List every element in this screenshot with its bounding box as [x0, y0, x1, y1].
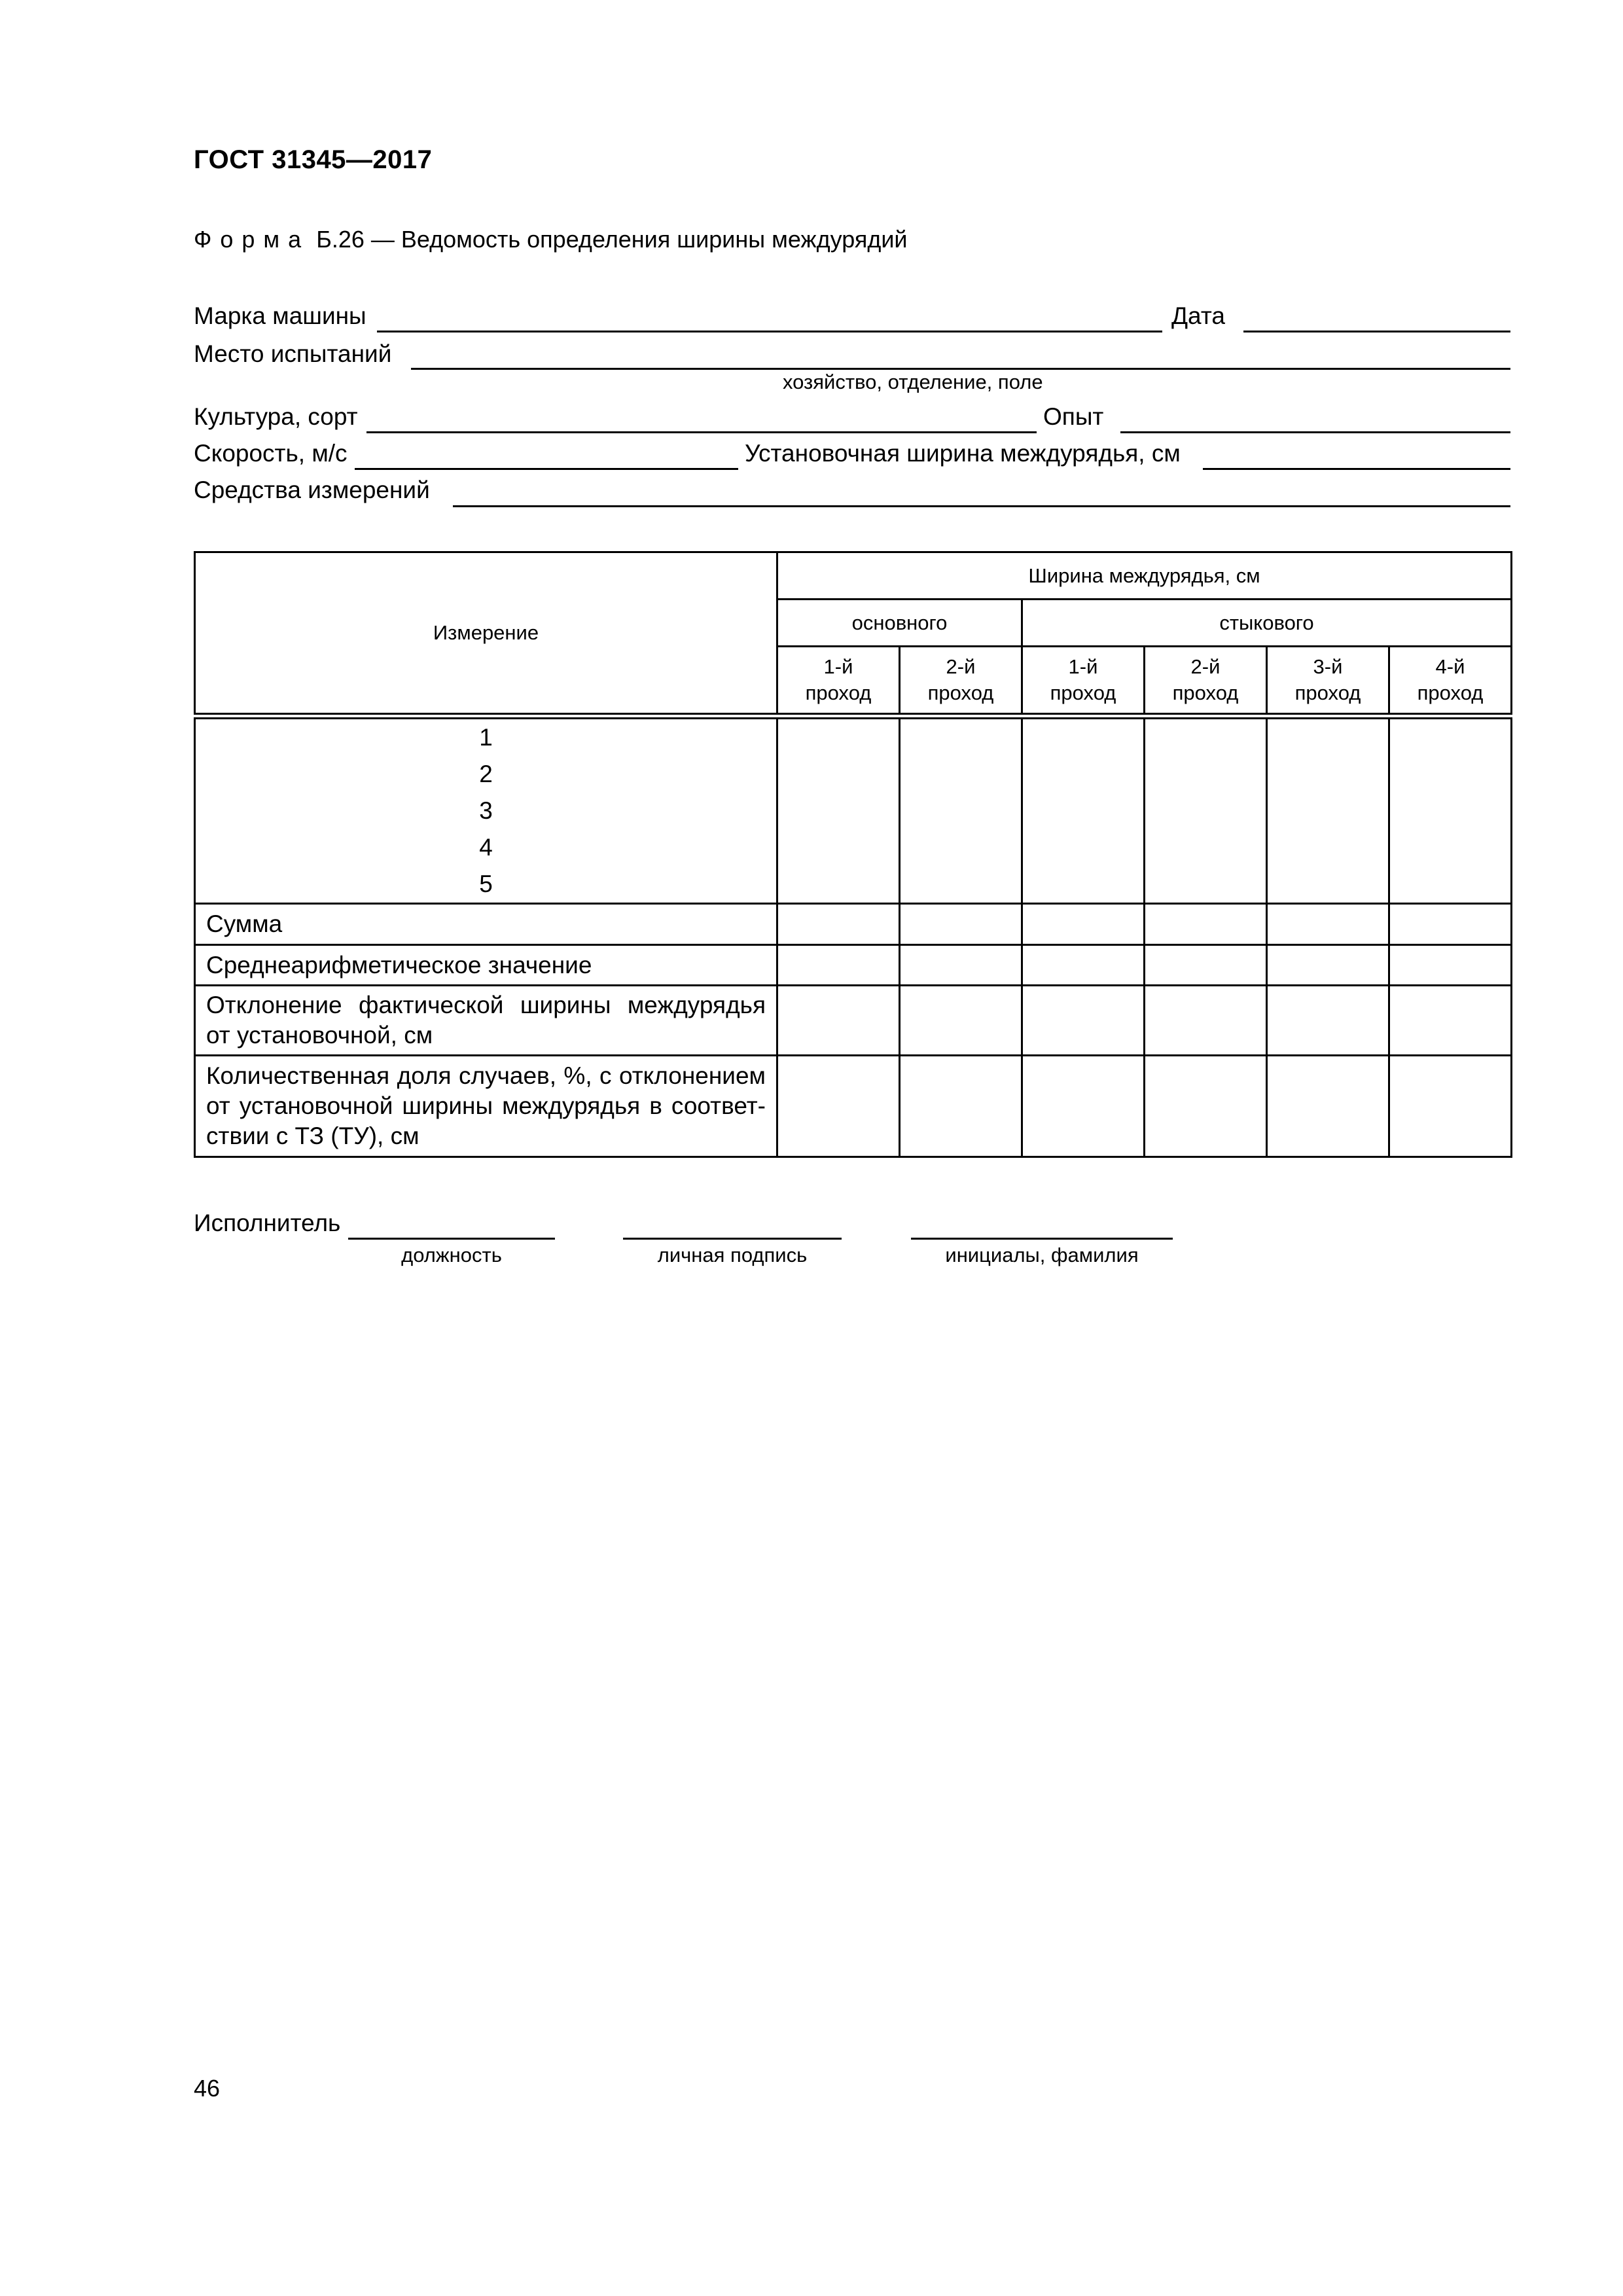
- table-cell[interactable]: [900, 986, 1022, 1056]
- crop-variety-field[interactable]: [366, 431, 1037, 433]
- table-cell[interactable]: [777, 1056, 900, 1157]
- deviation-label: Отклонение фактической ширины междурядья от установочной, см: [195, 986, 777, 1056]
- table-cell[interactable]: [1022, 945, 1145, 986]
- pass-word: проход: [927, 681, 994, 704]
- form-caption-text: Б.26 — Ведомость определения ширины междурядий: [316, 226, 908, 253]
- pass-number: 3-й: [1313, 655, 1343, 678]
- mean-label: Среднеарифметическое значение: [195, 945, 777, 986]
- measurement-number: 4: [479, 833, 493, 861]
- table-cell[interactable]: [1389, 716, 1512, 904]
- share-row: [195, 1056, 1512, 1157]
- test-site-label: Место испытаний: [194, 340, 392, 367]
- test-site-hint: хозяйство, отделение, поле: [783, 370, 1043, 393]
- deviation-row: [195, 986, 1512, 1056]
- form-caption: [194, 226, 908, 253]
- pass-header: [1022, 647, 1145, 716]
- sum-row: [195, 904, 1512, 945]
- experiment-field[interactable]: [1120, 431, 1510, 433]
- pass-number: 1-й: [823, 655, 853, 678]
- table-cell[interactable]: [1389, 986, 1512, 1056]
- pass-header: [1267, 647, 1389, 716]
- pass-word: проход: [1294, 681, 1361, 704]
- table-cell[interactable]: [1389, 904, 1512, 945]
- table-cell[interactable]: [1022, 904, 1145, 945]
- table-cell[interactable]: [1022, 1056, 1145, 1157]
- table-cell[interactable]: [1145, 904, 1267, 945]
- measurement-number: 2: [479, 760, 493, 787]
- sum-label: Сумма: [195, 904, 777, 945]
- table-cell[interactable]: [1267, 904, 1389, 945]
- set-row-width-field[interactable]: [1203, 468, 1510, 470]
- speed-label: Скорость, м/с: [194, 440, 348, 467]
- pass-word: проход: [805, 681, 872, 704]
- initials-surname-field[interactable]: [911, 1238, 1173, 1240]
- table-cell[interactable]: [1145, 986, 1267, 1056]
- experiment-label: Опыт: [1043, 403, 1104, 430]
- table-cell[interactable]: [777, 716, 900, 904]
- pass-number: 1-й: [1068, 655, 1098, 678]
- machine-brand-field[interactable]: [377, 331, 1162, 332]
- table-cell[interactable]: [777, 945, 900, 986]
- pass-word: проход: [1172, 681, 1239, 704]
- pass-header: [1389, 647, 1512, 716]
- performer-label: Исполнитель: [194, 1210, 341, 1236]
- table-header-row: [195, 552, 1512, 600]
- measurement-number: 5: [479, 870, 493, 897]
- pass-number: 4-й: [1435, 655, 1465, 678]
- crop-variety-label: Культура, сорт: [194, 403, 358, 430]
- measurement-numbers: [195, 716, 777, 904]
- pass-word: проход: [1050, 681, 1116, 704]
- row-width-header: Ширина междурядья, см: [777, 552, 1512, 600]
- measurements-row: [195, 716, 1512, 904]
- date-field[interactable]: [1243, 331, 1510, 332]
- table-cell[interactable]: [1145, 716, 1267, 904]
- measurement-number: 1: [479, 723, 493, 751]
- page-number: 46: [194, 2075, 221, 2102]
- table-cell[interactable]: [1022, 986, 1145, 1056]
- table-cell[interactable]: [777, 904, 900, 945]
- date-label: Дата: [1171, 302, 1225, 329]
- machine-brand-label: Марка машины: [194, 302, 366, 329]
- table-cell[interactable]: [900, 904, 1022, 945]
- position-field[interactable]: [348, 1238, 555, 1240]
- document-standard-title: ГОСТ 31345—2017: [194, 145, 433, 174]
- set-row-width-label: Установочная ширина междурядья, см: [745, 440, 1181, 467]
- measurement-header: Измерение: [195, 552, 777, 716]
- initials-surname-caption: инициалы, фамилия: [945, 1244, 1139, 1266]
- table-cell[interactable]: [900, 1056, 1022, 1157]
- measuring-tools-label: Средства измерений: [194, 476, 430, 503]
- pass-header: [1145, 647, 1267, 716]
- personal-signature-caption: личная подпись: [657, 1244, 808, 1266]
- table-cell[interactable]: [1145, 1056, 1267, 1157]
- table-cell[interactable]: [777, 986, 900, 1056]
- mean-row: [195, 945, 1512, 986]
- table-cell[interactable]: [1267, 986, 1389, 1056]
- pass-number: 2-й: [946, 655, 976, 678]
- measuring-tools-field[interactable]: [453, 505, 1510, 507]
- main-pass-header: основного: [777, 600, 1022, 647]
- table-cell[interactable]: [1267, 945, 1389, 986]
- personal-signature-field[interactable]: [623, 1238, 842, 1240]
- table-cell[interactable]: [1022, 716, 1145, 904]
- test-site-field[interactable]: [411, 368, 1510, 370]
- position-caption: должность: [401, 1244, 502, 1266]
- table-cell[interactable]: [1267, 716, 1389, 904]
- table-cell[interactable]: [1145, 945, 1267, 986]
- table-cell[interactable]: [1389, 1056, 1512, 1157]
- share-label: Количественная доля случаев, %, с отклонением от установочной ширины междурядья в соответ-ствии с ТЗ (ТУ), см: [195, 1056, 777, 1157]
- table-cell[interactable]: [1389, 945, 1512, 986]
- row-width-table: [194, 551, 1512, 1158]
- measurement-number: 3: [479, 797, 493, 824]
- speed-field[interactable]: [355, 468, 738, 470]
- pass-word: проход: [1417, 681, 1484, 704]
- joint-pass-header: стыкового: [1022, 600, 1512, 647]
- pass-number: 2-й: [1190, 655, 1221, 678]
- table-cell[interactable]: [900, 716, 1022, 904]
- pass-header: [777, 647, 900, 716]
- table-cell[interactable]: [900, 945, 1022, 986]
- table-cell[interactable]: [1267, 1056, 1389, 1157]
- pass-header: [900, 647, 1022, 716]
- form-caption-prefix: Форма: [194, 226, 310, 253]
